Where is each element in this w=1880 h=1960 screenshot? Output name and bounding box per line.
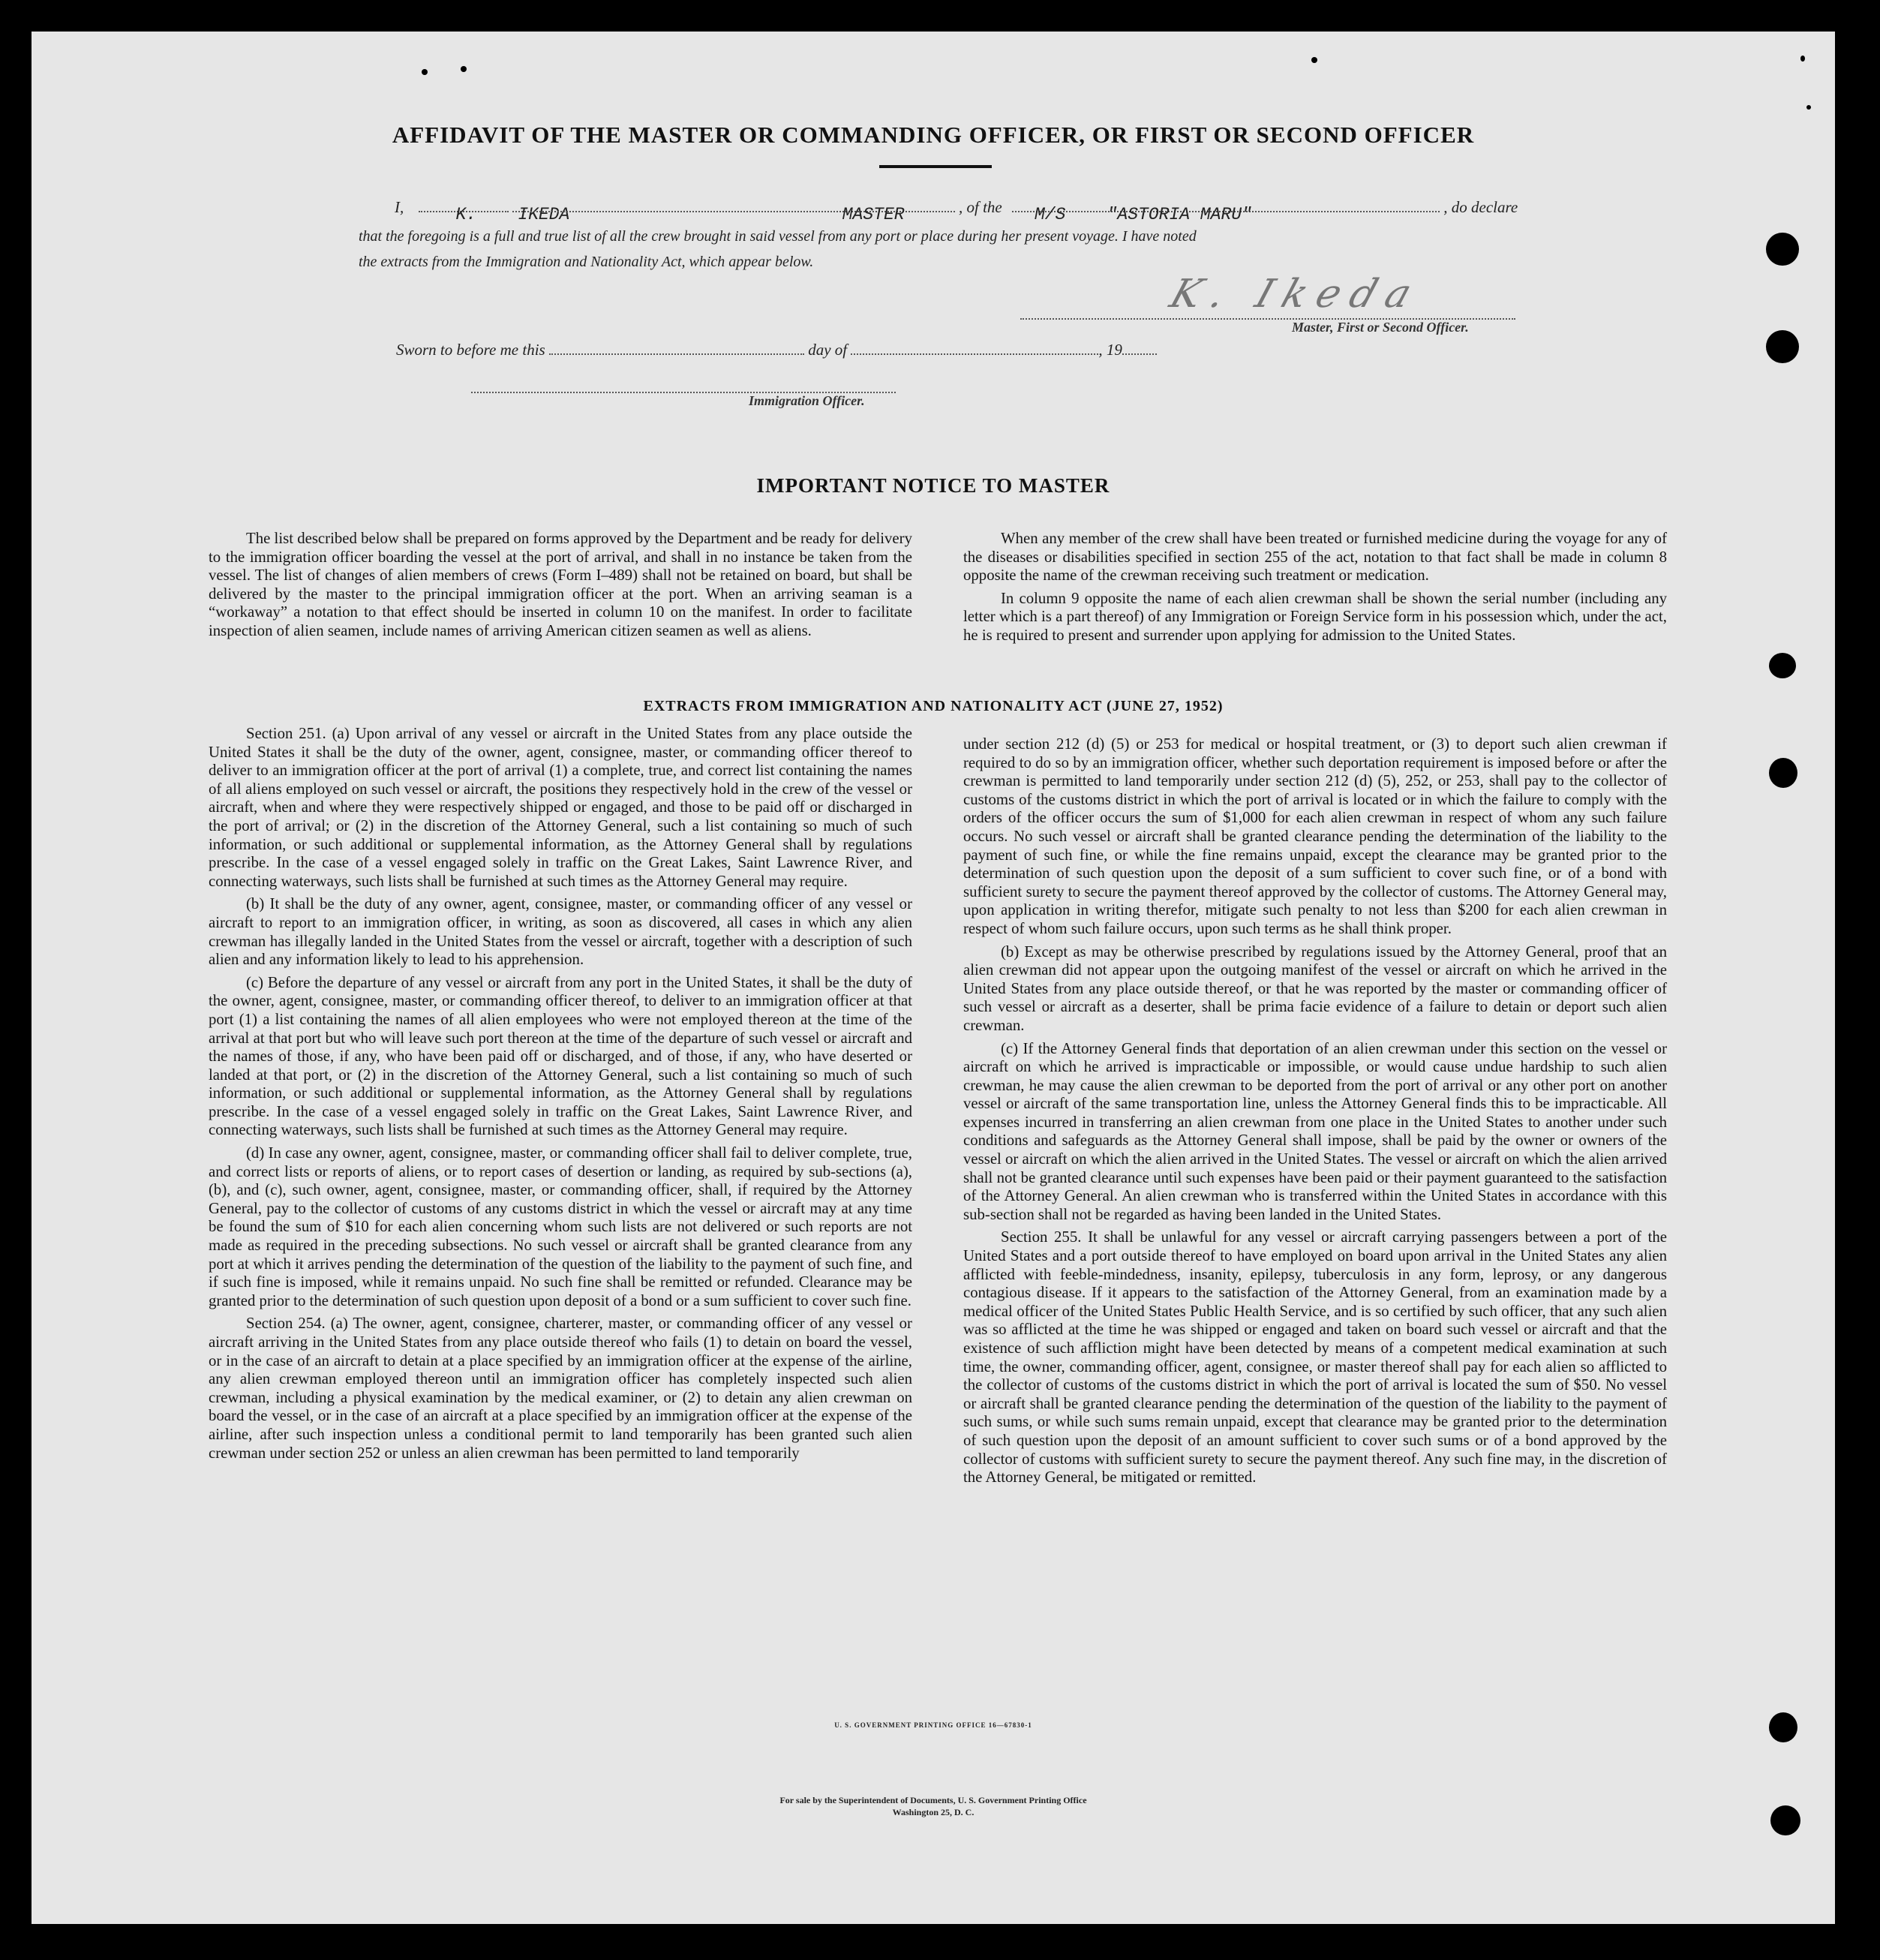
speck	[461, 66, 467, 72]
signature-caption: Master, First or Second Officer.	[1292, 320, 1469, 335]
master-signature: K. Ikeda	[1164, 272, 1428, 317]
extracts-title: EXTRACTS FROM IMMIGRATION AND NATIONALITY ACT (JUNE 27, 1952)	[643, 698, 1224, 714]
punch-hole	[1769, 758, 1797, 788]
notice-right-column	[963, 530, 1667, 650]
sworn-line	[396, 341, 1157, 359]
declarant-name: K. IKEDA	[455, 205, 570, 224]
vessel-name: M/S "ASTORIA MARU"	[1035, 205, 1252, 224]
declaration-line-2: that the foregoing is a full and true list of all the crew brought in said vessel from any port or place during her present voyage. I have noted	[359, 228, 1197, 245]
sale-notice-line-2: Washington 25, D. C.	[892, 1807, 975, 1817]
vessel-field	[1012, 205, 1440, 224]
do-declare-text: , do declare	[1443, 198, 1518, 216]
sworn-month-field	[851, 353, 1098, 355]
speck	[422, 69, 428, 75]
section-paragraph: (c) If the Attorney General finds that deportation of an alien crewman under this section on the vessel or aircraft on which he arrived is impracticable or impossible, or would cause undue hardship to such alien crewman, he may cause the alien crewman to be deported from the port of arrival or any other port on another vessel or aircraft of the same transportation line, unless the Attorney General finds this to be impracticable. All expenses incurred in transferring an alien crewman from one place in the United States to another under such conditions and safeguards as the Attorney General shall impose, shall be paid by the owner or owners of the vessel or aircraft on which the alien arrived in the United States. The vessel or aircraft on which the alien arrived shall not be granted clearance until such expenses have been paid or their payment guaranteed to the satisfaction of the Attorney General. An alien crewman who is transferred within the United States in accordance with this sub-section shall not be regarded as having been landed in the United States.	[963, 1039, 1668, 1223]
affidavit-title: AFFIDAVIT OF THE MASTER OR COMMANDING OFFICER, OR FIRST OR SECOND OFFICER	[392, 122, 1475, 148]
notice-paragraph: In column 9 opposite the name of each alien crewman shall be shown the serial number (including any letter which is a part thereof) of any Immigration or Foreign Service form in his possession which, under the act, he is required to present and surrender upon applying for admission to the United States.	[963, 589, 1667, 644]
speck	[1806, 105, 1811, 110]
speck	[1800, 56, 1805, 62]
declaration-line-3: the extracts from the Immigration and Nationality Act, which appear below.	[359, 254, 814, 270]
title-rule	[879, 165, 992, 168]
notice-title: IMPORTANT NOTICE TO MASTER	[756, 474, 1110, 497]
extracts-right-column	[963, 735, 1667, 1492]
punch-hole	[1766, 233, 1799, 266]
section-paragraph: (c) Before the departure of any vessel or aircraft from any port in the United States, it shall be the duty of the owner, agent, consignee, master, or commanding officer thereof, to deliver to an immigration officer at that port (1) a list containing the names of all alien employees who were not employed thereon at the time of the arrival at that port but who will leave such port thereon at the time of the departure of such vessel or aircraft and the names of those, if any, who have been paid off or discharged, and of those, if any, who have deserted or landed at that port, or (2) in the discretion of the Attorney General, such a list containing so much of such information, or such additional or supplemental information, as the Attorney General shall by regulations prescribe. In the case of a vessel engaged solely in traffic on the Great Lakes, Saint Lawrence River, and connecting waterways, such lists shall be furnished at such times as the Attorney General may require.	[209, 973, 912, 1139]
sworn-year-field	[1122, 353, 1157, 355]
notice-left-column	[209, 530, 912, 645]
notice-paragraph: When any member of the crew shall have been treated or furnished medicine during the voyage for any of the diseases or disabilities specified in section 255 of the act, notation to that fact shall be made in column 8 opposite the name of the crewman receiving such treatment or medication.	[963, 530, 1667, 585]
declarant-rank: MASTER	[842, 205, 905, 224]
declaration-line	[395, 198, 1580, 224]
notice-paragraph: The list described below shall be prepared on forms approved by the Department and be ready for delivery to the immigration officer boarding the vessel at the port of arrival, and shall in no instance be taken from the vessel. The list of changes of alien members of crews (Form I–489) shall not be retained on board, but shall be delivered by the master to the principal immigration officer at the port. When an arriving seaman is a “workaway” a notation to that effect should be inserted in column 10 on the manifest. In order to facilitate inspection of alien seamen, include names of arriving American citizen seamen as well as aliens.	[209, 530, 912, 639]
declarant-name-field	[419, 205, 570, 224]
punch-hole	[1769, 653, 1796, 678]
officer-caption: Immigration Officer.	[749, 393, 865, 408]
declaration-prefix: I,	[395, 198, 404, 216]
sworn-day-field	[549, 353, 804, 355]
sale-notice-line-1: For sale by the Superintendent of Documents, U. S. Government Printing Office	[779, 1795, 1087, 1805]
year-prefix: , 19	[1098, 341, 1122, 359]
gpo-imprint: U. S. GOVERNMENT PRINTING OFFICE 16—67830-1	[834, 1721, 1032, 1729]
section-paragraph: Section 254. (a) The owner, agent, consignee, charterer, master, or commanding officer of any vessel or aircraft arriving in the United States from any place outside thereof who fails (1) to detain on board the vessel, or in the case of an aircraft to detain at a place specified by an immigration officer at the expense of the airline, any alien crewman employed thereon until an immigration officer has completely inspected such alien crewman, including a physical examination by the medical examiner, or (2) to detain any alien crewman on board the vessel, or in the case of an aircraft at a place specified by an immigration officer at the expense of the airline, after such inspection unless a conditional permit to land temporarily has been granted such alien crewman under section 252 or unless an alien crewman has been permitted to land temporarily	[209, 1315, 912, 1462]
section-paragraph: Section 255. It shall be unlawful for any vessel or aircraft carrying passengers between a port of the United States and a port outside thereof to have employed on board upon arrival in the United States any alien afflicted with feeble-mindedness, insanity, epilepsy, tuberculosis in any form, leprosy, or any dangerous contagious disease. If it appears to the satisfaction of the Attorney General, from an examination made by a medical officer of the United States Public Health Service, and is so certified by such officer, that any such alien was so afflicted at the time he was shipped or engaged and taken on board such vessel or aircraft and that the existence of such affliction might have been detected by means of a competent medical examination at such time, the owner, commanding officer, agent, consignee, or master thereof shall pay for each alien so afflicted to the collector of customs of the customs district in which the port of arrival is located the sum of $50. No vessel or aircraft shall be granted clearance pending the determination of the question of the liability to the payment of such sums, or while such sums remain unpaid, except that clearance may be granted prior to the determination of such question upon the deposit of an amount sufficient to cover such sums or of a bond approved by the collector of customs with sufficient surety to secure the payment thereof. Any such fine may, in the discretion of the Attorney General, be mitigated or remitted.	[963, 1228, 1667, 1487]
day-of-text: day of	[808, 341, 848, 359]
section-paragraph: (d) In case any owner, agent, consignee, master, or commanding officer shall fail to deliver complete, true, and correct lists or reports of aliens, or to report cases of desertion or landing, as required by sub-sections (a), (b), and (c), such owner, agent, consignee, master, or commanding officer, shall, if required by the Attorney General, pay to the collector of customs of any customs district in which the vessel or aircraft may at any time be found the sum of $10 for each alien concerning whom such lists are not delivered or such reports are not made as required in the preceding subsections. No such vessel or aircraft shall be granted clearance from any port at which it arrives pending the determination of the question of the liability to the payment of such fine, and if such fine is imposed, while it remains unpaid. No such fine shall be remitted or refunded. Clearance may be granted prior to the determination of such question upon deposit of a bond or a sum sufficient to cover such fine.	[209, 1144, 912, 1309]
section-paragraph: under section 212 (d) (5) or 253 for medical or hospital treatment, or (3) to deport such alien crewman if required to do so by an immigration officer, whether such deportation requirement is imposed before or after the crewman is permitted to land temporarily under section 212 (d) (5), 252, or 253, shall pay to the collector of customs of the customs district in which the port of arrival is located or in which the failure to comply with the orders of the officer occurs the sum of $1,000 for each alien crewman in respect of whom any such failure occurs. No such vessel or aircraft shall be granted clearance pending the determination of the liability to the payment of such fine, or while the fine remains unpaid, except the clearance may be granted prior to the determination of such question upon the deposit of a sum sufficient to cover such fine, or of a bond with sufficient surety to secure the payment thereof approved by the collector of customs. The Attorney General may, upon application in writing therefor, mitigate such penalty to not less than $200 for each alien crewman in respect of whom such failure occurs, upon such terms as he shall think proper.	[963, 735, 1667, 937]
section-paragraph: Section 251. (a) Upon arrival of any vessel or aircraft in the United States from any place outside the United States it shall be the duty of the owner, agent, consignee, master, or commanding officer thereof to deliver to an immigration officer at the port of arrival (1) a complete, true, and correct list containing the names of all aliens employed on such vessel or aircraft, the positions they respectively hold in the crew of the vessel or aircraft, when and where they were respectively shipped or engaged, and those to be paid off or discharged in the port of arrival; or (2) in the discretion of the Attorney General, such a list containing so much of such information, or such additional or supplemental information, as the Attorney General shall by regulations prescribe. In the case of a vessel engaged solely in traffic on the Great Lakes, Saint Lawrence River, and connecting waterways, such lists shall be furnished at such times as the Attorney General may require.	[209, 725, 912, 890]
section-paragraph: (b) It shall be the duty of any owner, agent, consignee, master, or commanding officer of any vessel or aircraft to report to an immigration officer, in writing, as soon as discovered, all cases in which any alien crewman has illegally landed in the United States from the vessel or aircraft, together with a description of such alien and any information likely to lead to his apprehension.	[209, 895, 912, 969]
speck	[1311, 57, 1317, 63]
sworn-prefix: Sworn to before me this	[396, 341, 545, 359]
document-page	[32, 32, 1835, 1924]
section-paragraph: (b) Except as may be otherwise prescribed by regulations issued by the Attorney General, proof that an alien crewman did not appear upon the outgoing manifest of the vessel or aircraft on which he arrived in the United States from any place outside thereof, or that he was reported by the master or commanding officer of such vessel or aircraft as a deserter, shall be prima facie evidence of a failure to detain or deport such alien crewman.	[963, 942, 1667, 1034]
of-the-text: , of the	[959, 198, 1002, 216]
extracts-left-column	[209, 725, 912, 1467]
punch-hole	[1766, 330, 1799, 363]
